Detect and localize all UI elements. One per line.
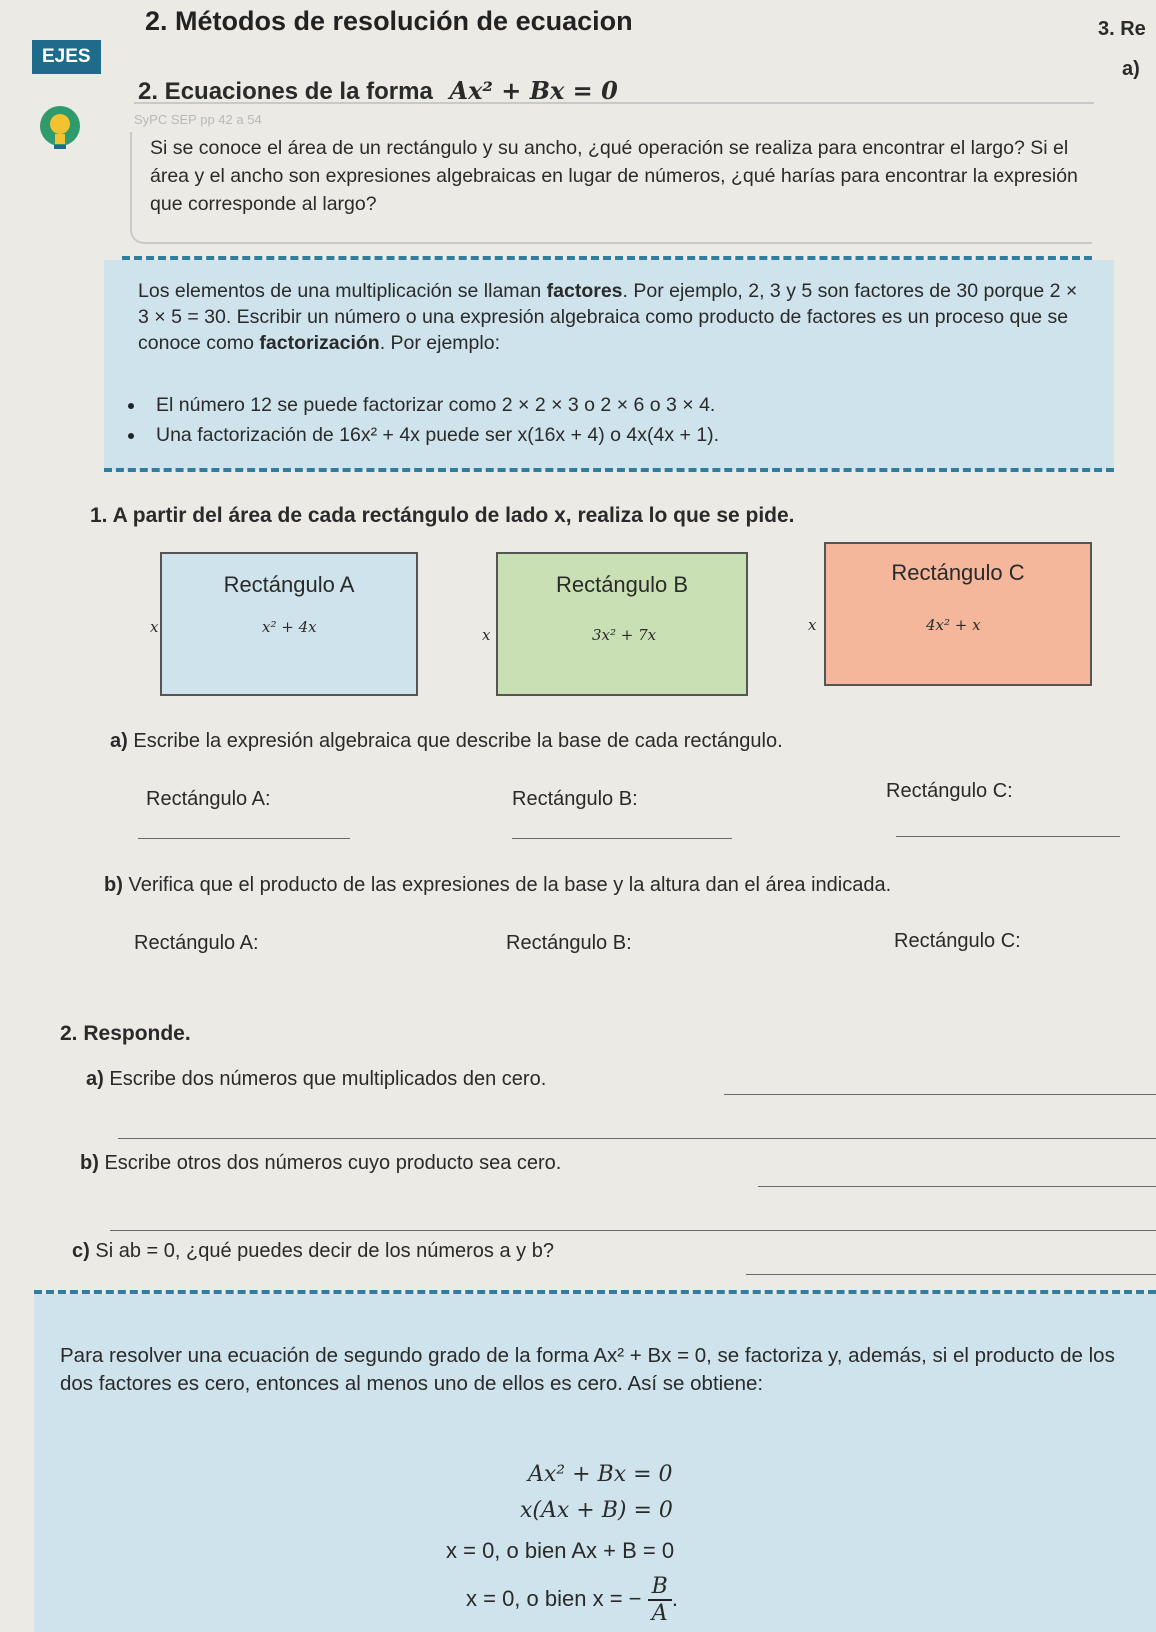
fraction-b-over-a: $\frac{B}{A}$ — [648, 1574, 672, 1626]
equation-4: x = 0, o bien x = − $\frac{B}{A}$ . — [466, 1574, 678, 1626]
subsection-title: 2. Ecuaciones de la forma Ax² + Bx = 0 — [138, 76, 618, 105]
equation-2: x(Ax + B) = 0 — [520, 1498, 673, 1523]
rectangle-a-side: x — [150, 618, 159, 636]
q1a-label-c: Rectángulo C: — [886, 780, 1013, 802]
factors-paragraph: Los elementos de una multiplicación se llaman factores. Por ejemplo, 2, 3 y 5 son factores de 30 porque 2 × 3 × 5 = 30. Escribir un número o una expresión algebraica como producto de factores es un proceso que se conoce como factorización. Por ejemplo: — [138, 280, 1078, 354]
q2b-prompt: b) Escribe otros dos números cuyo producto sea cero. — [80, 1152, 562, 1174]
rectangle-b-area: 3x² + 7x — [592, 626, 657, 644]
q2a-line-1[interactable] — [724, 1094, 1156, 1095]
q1b-label-c: Rectángulo C: — [894, 930, 1021, 952]
rectangle-c — [808, 542, 1092, 686]
q1b-label-a: Rectángulo A: — [134, 932, 259, 954]
bottom-box-text: Para resolver una ecuación de segundo grado de la forma Ax² + Bx = 0, se factoriza y, además, si el producto de los dos factores es cero, entonces al menos uno de ellos es cero. Así se obtiene: — [60, 1344, 1115, 1395]
rectangle-c-area: 4x² + x — [926, 616, 981, 634]
q1b-label-b: Rectángulo B: — [506, 932, 632, 954]
rectangle-a-name: Rectángulo A — [223, 572, 355, 597]
q2a-prompt: a) Escribe dos números que multiplicados den cero. — [86, 1068, 547, 1090]
q1b-prompt: b) Verifica que el producto de las expresiones de la base y la altura dan el área indicada. — [104, 874, 892, 896]
q1a-label-a: Rectángulo A: — [146, 788, 271, 810]
rectangle-b — [482, 552, 748, 696]
q2-title: 2. Responde. — [60, 1022, 191, 1045]
rectangle-b-name: Rectángulo B — [555, 572, 689, 597]
answer-line-c[interactable] — [896, 836, 1120, 837]
lightbulb-icon — [32, 102, 88, 163]
q2a-line-2[interactable] — [118, 1138, 1156, 1139]
reference: SyPC SEP pp 42 a 54 — [134, 112, 262, 127]
section-title: 2. Métodos de resolución de ecuacion — [145, 6, 633, 36]
answer-line-b[interactable] — [512, 838, 732, 839]
q2b-line-1[interactable] — [758, 1186, 1156, 1187]
box-bottom-rule — [104, 468, 1114, 472]
q2b-line-2[interactable] — [110, 1230, 1156, 1231]
factors-bullet-2: Una factorización de 16x² + 4x puede ser x(16x + 4) o 4x(4x + 1). — [128, 424, 719, 447]
q2c-prompt: c) Si ab = 0, ¿qué puedes decir de los números a y b? — [72, 1240, 554, 1262]
factors-bullet-1: El número 12 se puede factorizar como 2 × 2 × 3 o 2 × 6 o 3 × 4. — [128, 394, 715, 417]
q1a-prompt: a) Escribe la expresión algebraica que describe la base de cada rectángulo. — [110, 730, 783, 752]
q1-title: 1. A partir del área de cada rectángulo de lado x, realiza lo que se pide. — [90, 504, 795, 527]
equation-1: Ax² + Bx = 0 — [528, 1462, 673, 1487]
section-tag: EJES — [32, 40, 101, 74]
q2c-line[interactable] — [746, 1274, 1156, 1275]
side-label: 3. Re — [1098, 18, 1146, 40]
title-rule — [134, 102, 1094, 104]
intro-question: Si se conoce el área de un rectángulo y su ancho, ¿qué operación se realiza para encontrar el largo? Si el área y el ancho son expresiones algebraicas en lugar de números, ¿qué harías para encontrar la expresión que corresponde al largo? — [150, 137, 1078, 215]
equation-3: x = 0, o bien Ax + B = 0 — [446, 1538, 675, 1563]
q1a-label-b: Rectángulo B: — [512, 788, 638, 810]
rectangle-b-side: x — [482, 626, 491, 644]
rectangle-a-area: x² + 4x — [262, 618, 317, 636]
side-item: a) — [1122, 58, 1140, 80]
rectangle-c-side: x — [808, 616, 817, 634]
rectangle-c-name: Rectángulo C — [891, 560, 1025, 585]
answer-line-a[interactable] — [138, 838, 350, 839]
rectangle-a — [150, 552, 418, 696]
